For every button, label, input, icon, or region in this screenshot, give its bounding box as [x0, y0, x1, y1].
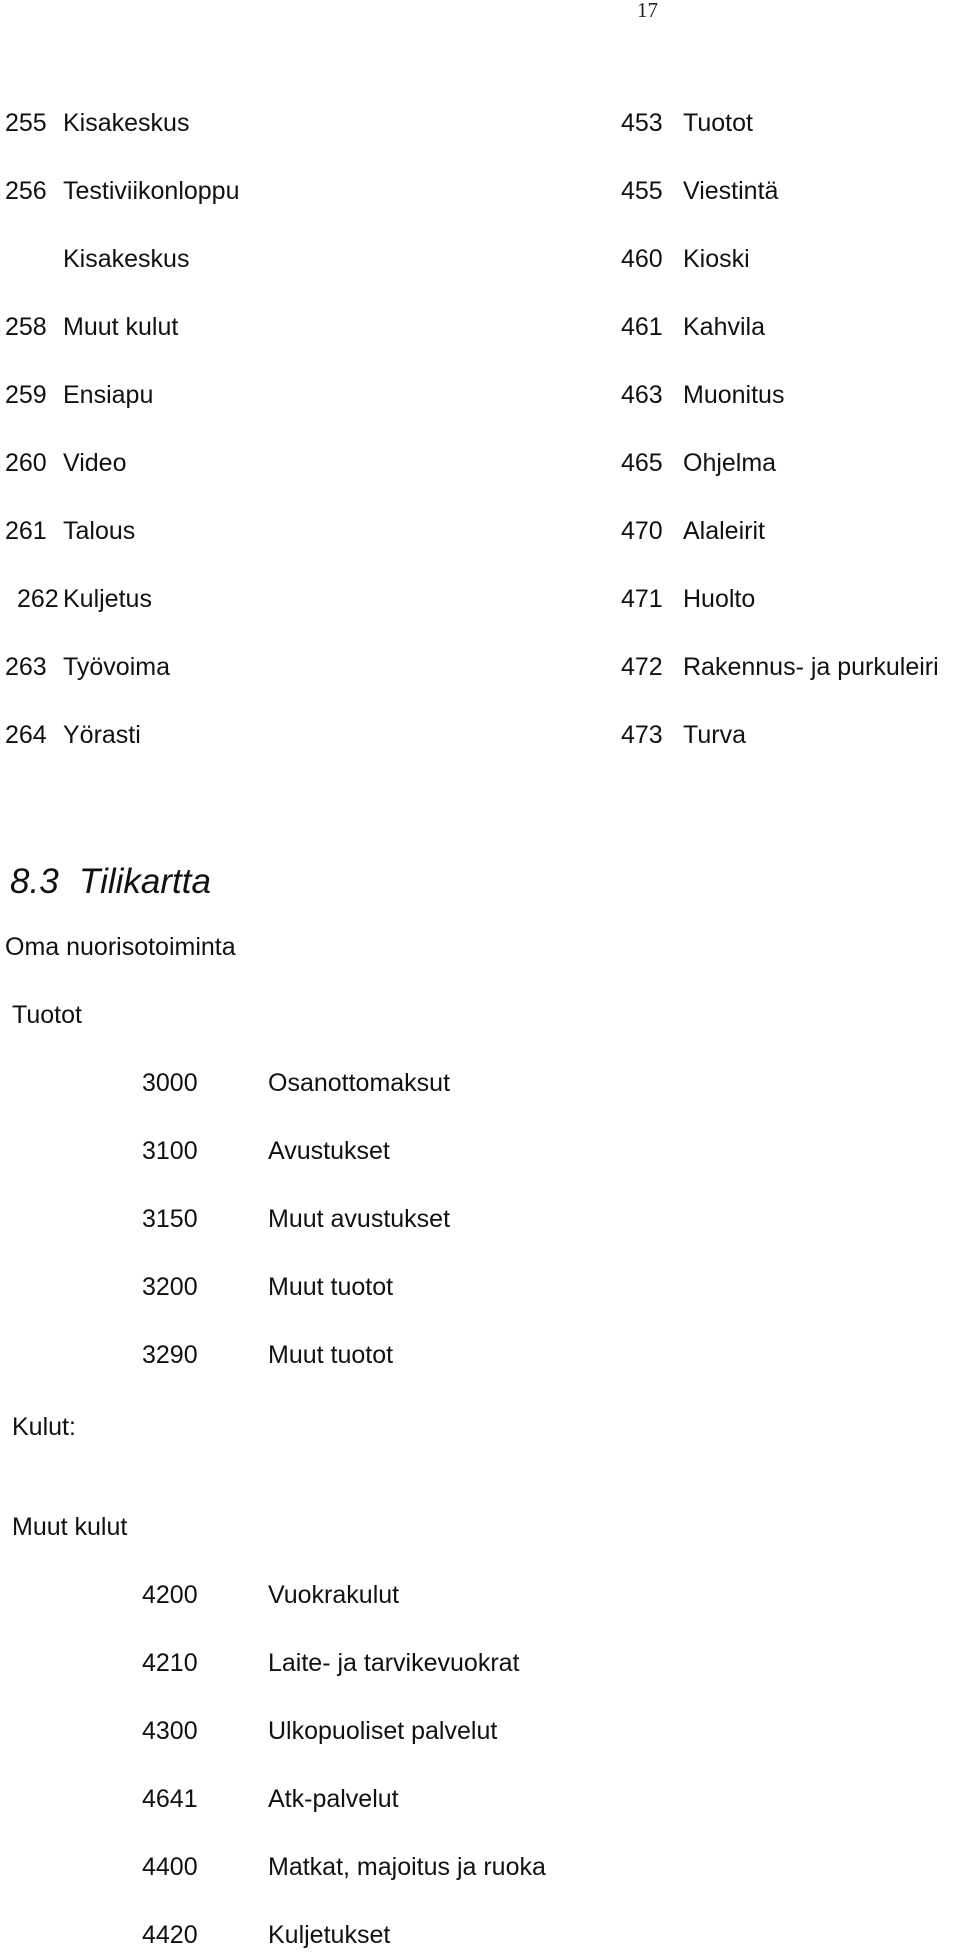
account-code: 472	[621, 653, 663, 681]
account-code: 465	[621, 449, 663, 477]
account-name: Avustukset	[268, 1137, 390, 1165]
list-item	[5, 312, 178, 342]
account-code: 453	[621, 109, 663, 137]
account-code: 260	[5, 449, 47, 477]
account-name: Testiviikonloppu	[63, 177, 240, 205]
account-name: Huolto	[683, 585, 756, 613]
account-code: 455	[621, 177, 663, 205]
account-code: 264	[5, 721, 47, 749]
account-code: 3000	[142, 1069, 198, 1097]
account-code: 4420	[142, 1921, 198, 1949]
list-item	[5, 652, 170, 682]
account-name: Kisakeskus	[63, 109, 190, 137]
list-item	[17, 584, 152, 614]
account-name: Muonitus	[683, 381, 785, 409]
account-code: 4200	[142, 1581, 198, 1609]
list-item	[621, 108, 753, 138]
list-item	[621, 652, 939, 682]
account-name: Kahvila	[683, 313, 765, 341]
list-item	[5, 380, 153, 410]
list-item	[5, 720, 141, 750]
account-name: Muut tuotot	[268, 1273, 394, 1301]
list-item	[5, 108, 189, 138]
account-code: 4300	[142, 1717, 198, 1745]
list-item	[142, 1852, 546, 1882]
account-code: 255	[5, 109, 47, 137]
list-item	[142, 1648, 520, 1678]
income-label: Tuotot	[12, 1001, 82, 1029]
account-code: 471	[621, 585, 663, 613]
account-name: Kioski	[683, 245, 750, 273]
other-expenses-label: Muut kulut	[12, 1513, 128, 1541]
account-name: Atk-palvelut	[268, 1785, 399, 1813]
list-item	[142, 1784, 399, 1814]
list-item	[142, 1580, 399, 1610]
account-name: Kisakeskus	[63, 245, 190, 273]
list-item	[142, 1716, 497, 1746]
list-item	[621, 584, 755, 614]
account-name: Osanottomaksut	[268, 1069, 451, 1097]
list-item	[5, 176, 240, 206]
account-code: 4400	[142, 1853, 198, 1881]
expenses-label: Kulut:	[12, 1413, 76, 1441]
account-name: Ohjelma	[683, 449, 777, 477]
account-code: 3200	[142, 1273, 198, 1301]
section-heading	[10, 862, 211, 902]
account-name: Viestintä	[683, 177, 779, 205]
subtitle: Oma nuorisotoiminta	[5, 933, 236, 961]
section-title: Tilikartta	[79, 862, 211, 901]
list-item	[621, 176, 778, 206]
account-name: Kuljetukset	[268, 1921, 391, 1949]
account-name: Ensiapu	[63, 381, 154, 409]
account-name: Muut avustukset	[268, 1205, 451, 1233]
list-item	[142, 1204, 450, 1234]
account-code: 3100	[142, 1137, 198, 1165]
account-name: Työvoima	[63, 653, 170, 681]
account-code: 263	[5, 653, 47, 681]
account-code: 460	[621, 245, 663, 273]
account-code: 262	[17, 585, 59, 613]
list-item	[621, 720, 746, 750]
list-item	[142, 1272, 393, 1302]
account-name: Talous	[63, 517, 136, 545]
account-name: Yörasti	[63, 721, 141, 749]
account-code: 473	[621, 721, 663, 749]
list-item	[5, 448, 127, 478]
list-item	[621, 244, 750, 274]
account-name: Matkat, majoitus ja ruoka	[268, 1853, 546, 1881]
list-item	[621, 448, 776, 478]
account-code: 470	[621, 517, 663, 545]
account-name: Muut tuotot	[268, 1341, 394, 1369]
list-item	[142, 1340, 393, 1370]
account-name: Turva	[683, 721, 746, 749]
page-number: 17	[637, 0, 658, 22]
account-code: 463	[621, 381, 663, 409]
list-item	[621, 380, 784, 410]
list-item	[621, 312, 765, 342]
list-item	[142, 1068, 450, 1098]
list-item	[142, 1920, 390, 1950]
account-name: Rakennus- ja purkuleiri	[683, 653, 939, 681]
account-code: 461	[621, 313, 663, 341]
account-name: Laite- ja tarvikevuokrat	[268, 1649, 520, 1677]
account-code: 259	[5, 381, 47, 409]
account-name: Kuljetus	[63, 585, 152, 613]
account-name: Tuotot	[683, 109, 753, 137]
list-item	[5, 516, 135, 546]
account-code: 4641	[142, 1785, 198, 1813]
account-code: 3290	[142, 1341, 198, 1369]
account-code: 258	[5, 313, 47, 341]
list-item	[5, 244, 189, 274]
section-number: 8.3	[10, 862, 59, 901]
account-name: Alaleirit	[683, 517, 765, 545]
account-code: 256	[5, 177, 47, 205]
account-code: 261	[5, 517, 47, 545]
account-code: 3150	[142, 1205, 198, 1233]
account-name: Vuokrakulut	[268, 1581, 400, 1609]
account-name: Video	[63, 449, 127, 477]
account-name: Ulkopuoliset palvelut	[268, 1717, 498, 1745]
list-item	[142, 1136, 390, 1166]
list-item	[621, 516, 765, 546]
account-code: 4210	[142, 1649, 198, 1677]
account-name: Muut kulut	[63, 313, 179, 341]
